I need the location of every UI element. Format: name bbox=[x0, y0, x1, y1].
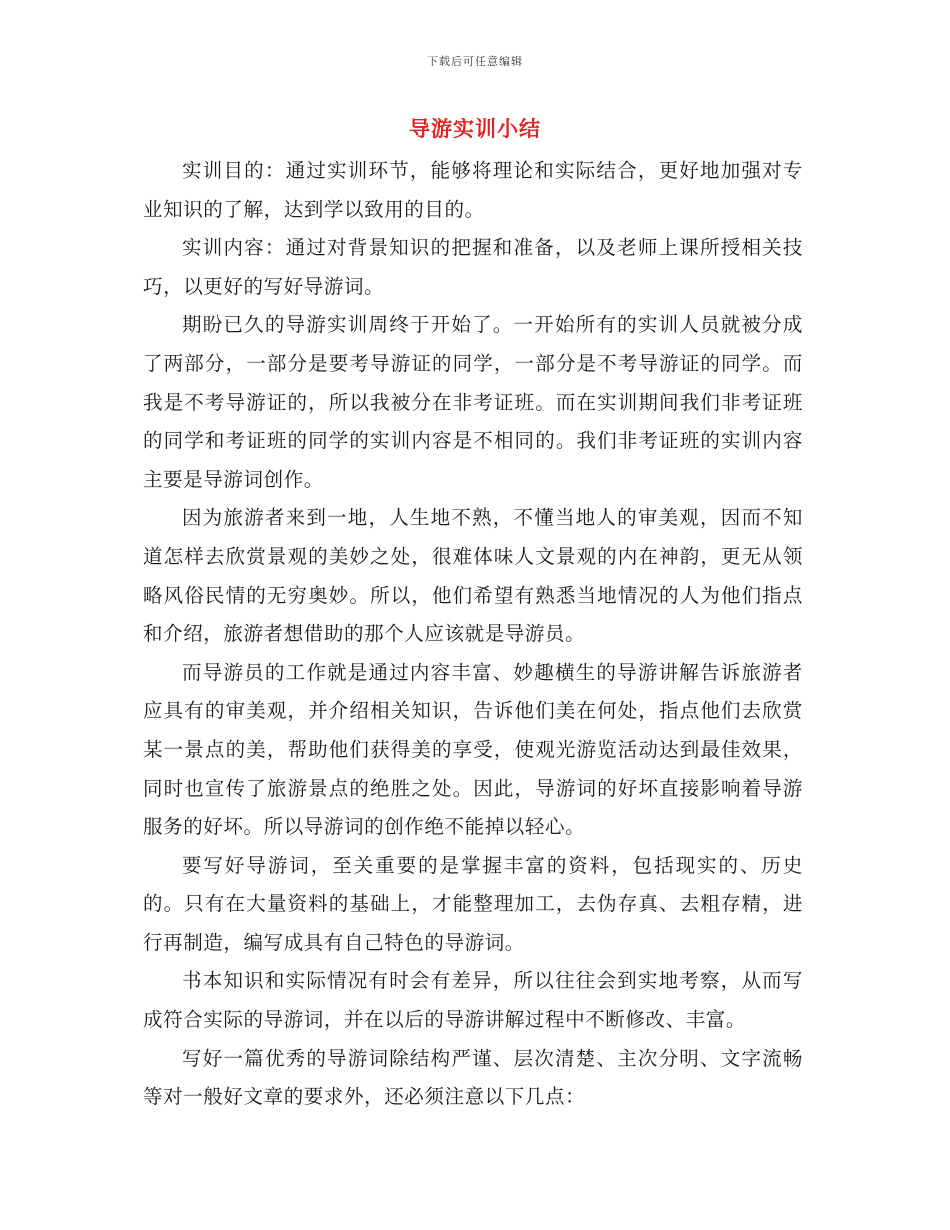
paragraph-key-points: 写好一篇优秀的导游词除结构严谨、层次清楚、主次分明、文字流畅等对一般好文章的要求外，还必须注意以下几点： bbox=[143, 1046, 803, 1109]
document-body bbox=[143, 152, 803, 1117]
paragraph-objective: 实训目的：通过实训环节，能够将理论和实际结合，更好地加强对专业知识的了解，达到学以致用的目的。 bbox=[143, 159, 803, 221]
paragraph-materials: 要写好导游词，至关重要的是掌握丰富的资料，包括现实的、历史的。只有在大量资料的基础上，才能整理加工，去伪存真、去粗存精，进行再制造，编写成具有自己特色的导游词。 bbox=[143, 853, 803, 954]
paragraph-field-study: 书本知识和实际情况有时会有差异，所以往往会到实地考察，从而写成符合实际的导游词，并在以后的导游讲解过程中不断修改、丰富。 bbox=[143, 969, 803, 1032]
page-title: 导游实训小结 bbox=[409, 116, 541, 141]
paragraph-guide-work: 而导游员的工作就是通过内容丰富、妙趣横生的导游讲解告诉旅游者应具有的审美观，并介绍相关知识，告诉他们美在何处，指点他们去欣赏某一景点的美，帮助他们获得美的享受，使观光游览活动达到最佳效果，同时也宣传了旅游景点的绝胜之处。因此，导游词的好坏直接影响着导游服务的好坏。所以导游词的创作绝不能掉以轻心。 bbox=[143, 660, 803, 839]
paragraph-training-week: 期盼已久的导游实训周终于开始了。一开始所有的实训人员就被分成了两部分，一部分是要考导游证的同学，一部分是不考导游证的同学。而我是不考导游证的，所以我被分在非考证班。而在实训期间我们非考证班的同学和考证班的同学的实训内容是不相同的。我们非考证班的实训内容主要是导游词创作。 bbox=[143, 313, 803, 491]
paragraph-tourists: 因为旅游者来到一地，人生地不熟，不懂当地人的审美观，因而不知道怎样去欣赏景观的美妙之处，很难体味人文景观的内在神韵，更无从领略风俗民情的无穷奥妙。所以，他们希望有熟悉当地情况的人为他们指点和介绍，旅游者想借助的那个人应该就是导游员。 bbox=[143, 506, 803, 646]
paragraph-content: 实训内容：通过对背景知识的把握和准备，以及老师上课所授相关技巧，以更好的写好导游词。 bbox=[143, 236, 803, 298]
header-note: 下载后可任意编辑 bbox=[427, 55, 523, 68]
